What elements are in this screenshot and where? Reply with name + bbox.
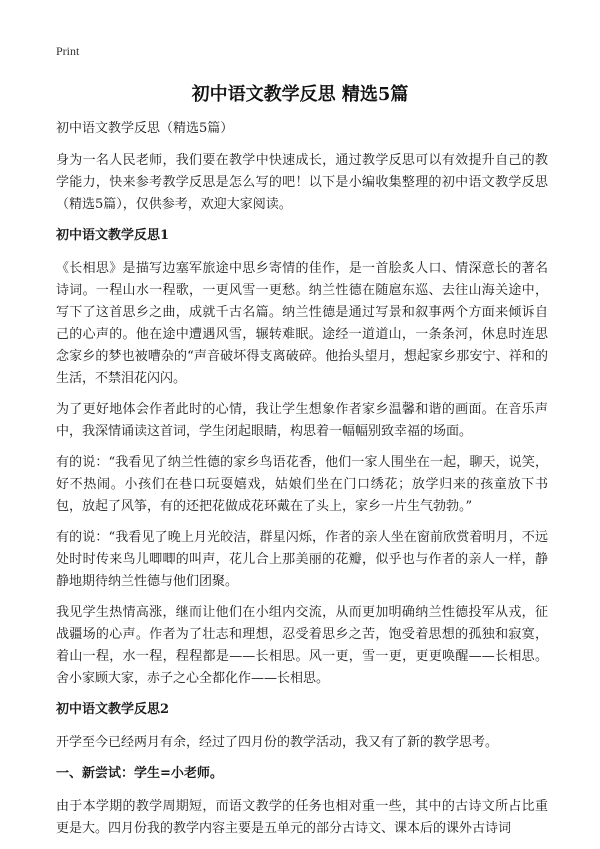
section2-subheading: 一、新尝试：学生=小老师。 <box>56 766 223 781</box>
section-heading-1: 初中语文教学反思1 <box>56 228 170 243</box>
article-subtitle: 初中语文教学反思（精选5篇） <box>56 121 234 136</box>
section1-paragraph: 为了更好地体会作者此时的心情，我让学生想象作者家乡温馨和谐的画面。在音乐声中，我深情诵读这首词，学生闭起眼睛，构思着一幅幅别致幸福的场面。 <box>56 402 548 439</box>
section1-paragraph: 《长相思》是描写边塞军旅途中思乡寄情的佳作，是一首脍炙人口、情深意长的著名诗词。一程山水一程歌，一更风雪一更愁。纳兰性德在随扈东巡、去往山海关途中，写下了这首思乡之曲，成就千古名篇。纳兰性德是通过写景和叙事两个方面来倾诉自己的心声的。他在途中遭遇风雪，辗转难眠。途经一道道山，一条条河，休息时连思念家乡的梦也被嘈杂的“声音破坏得支离破碎。他抬头望月，想起家乡那安宁、祥和的生活，不禁泪花闪闪。 <box>56 261 548 386</box>
article-body <box>56 118 548 849</box>
page-title: 初中语文教学反思 精选5篇 <box>191 84 409 105</box>
section1-paragraph: 有的说：“我看见了晚上月光皎洁，群星闪烁，作者的亲人坐在窗前欣赏着明月，不远处时时传来鸟儿唧唧的叫声，花儿合上那美丽的花瓣，似乎也与作者的亲人一样，静静地期待纳兰性德与他们团聚。 <box>56 530 548 589</box>
print-link[interactable]: Print <box>56 44 80 58</box>
section2-paragraph: 由于本学期的教学周期短，而语文教学的任务也相对重一些，其中的古诗文所占比重更是大。四月份我的教学内容主要是五单元的部分古诗文、课本后的课外古诗词 <box>56 799 548 836</box>
section1-paragraph: 有的说：“我看见了纳兰性德的家乡鸟语花香，他们一家人围坐在一起，聊天，说笑，好不热闹。小孩们在巷口玩耍嬉戏，姑娘们坐在门口绣花；放学归来的孩童放下书包，放起了风筝，有的还把花做成花环戴在了头上，家乡一片生气勃勃。” <box>56 455 548 514</box>
section1-paragraph: 我见学生热情高涨，继而让他们在小组内交流，从而更加明确纳兰性德投军从戎，征战疆场的心声。作者为了壮志和理想，忍受着思乡之苦，饱受着思想的孤独和寂寞，着山一程，水一程，程程都是——长相思。风一更，雪一更，更更唤醒——长相思。舍小家顾大家，赤子之心全都化作——长相思。 <box>56 605 548 686</box>
section-heading-2: 初中语文教学反思2 <box>56 702 170 717</box>
section2-intro: 开学至今已经两月有余，经过了四月份的教学活动，我又有了新的教学思考。 <box>56 735 499 750</box>
intro-paragraph: 身为一名人民老师，我们要在教学中快速成长，通过教学反思可以有效提升自己的教学能力，快来参考教学反思是怎么写的吧！以下是小编收集整理的初中语文教学反思（精选5篇），仅供参考，欢迎大家阅读。 <box>56 153 548 212</box>
